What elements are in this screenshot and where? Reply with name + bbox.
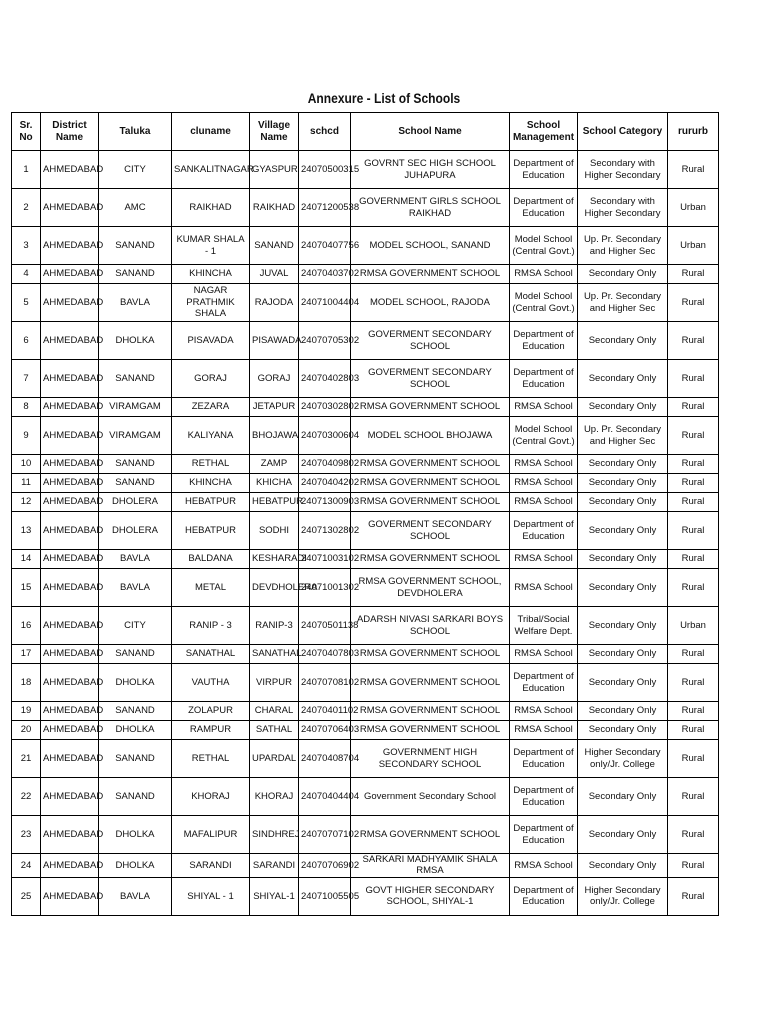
schcd-cell: 24071004404	[299, 284, 351, 322]
taluka-cell: CITY	[99, 607, 172, 645]
district-cell: AHMEDABAD	[41, 455, 99, 474]
table-row	[12, 417, 719, 455]
school-name-cell: RMSA GOVERNMENT SCHOOL, DEVDHOLERA	[351, 569, 510, 607]
village-cell: SANAND	[250, 227, 299, 265]
schcd-cell: 24071001302	[299, 569, 351, 607]
district-cell: AHMEDABAD	[41, 265, 99, 284]
taluka-cell: DHOLERA	[99, 512, 172, 550]
taluka-cell: SANAND	[99, 265, 172, 284]
category-cell: Secondary Only	[578, 474, 668, 493]
schcd-cell: 24070501138	[299, 607, 351, 645]
management-cell: Model School (Central Govt.)	[510, 417, 578, 455]
management-cell: Department of Education	[510, 151, 578, 189]
sr-no-cell: 17	[12, 645, 41, 664]
village-cell: SODHI	[250, 512, 299, 550]
category-cell: Secondary Only	[578, 265, 668, 284]
management-cell: Department of Education	[510, 816, 578, 854]
cluname-cell: NAGAR PRATHMIK SHALA	[172, 284, 250, 322]
village-cell: UPARDAL	[250, 740, 299, 778]
village-cell: KHORAJ	[250, 778, 299, 816]
column-header: cluname	[172, 113, 250, 151]
school-name-cell: GOVERNMENT HIGH SECONDARY SCHOOL	[351, 740, 510, 778]
district-cell: AHMEDABAD	[41, 151, 99, 189]
school-name-cell: RMSA GOVERNMENT SCHOOL	[351, 702, 510, 721]
district-cell: AHMEDABAD	[41, 854, 99, 878]
cluname-cell: SARANDI	[172, 854, 250, 878]
school-name-cell: RMSA GOVERNMENT SCHOOL	[351, 721, 510, 740]
district-cell: AHMEDABAD	[41, 877, 99, 915]
village-cell: PISAWADA	[250, 322, 299, 360]
rururb-cell: Rural	[668, 664, 719, 702]
village-cell: RAIKHAD	[250, 189, 299, 227]
district-cell: AHMEDABAD	[41, 740, 99, 778]
school-name-cell: Government Secondary School	[351, 778, 510, 816]
column-header: Sr. No	[12, 113, 41, 151]
table-row	[12, 664, 719, 702]
village-cell: JUVAL	[250, 265, 299, 284]
cluname-cell: KHINCHA	[172, 265, 250, 284]
category-cell: Secondary Only	[578, 816, 668, 854]
category-cell: Up. Pr. Secondary and Higher Sec	[578, 227, 668, 265]
taluka-cell: BAVLA	[99, 284, 172, 322]
schcd-cell: 24070706403	[299, 721, 351, 740]
category-cell: Secondary Only	[578, 778, 668, 816]
schcd-cell: 24070403702	[299, 265, 351, 284]
table-row	[12, 189, 719, 227]
category-cell: Secondary Only	[578, 550, 668, 569]
rururb-cell: Rural	[668, 645, 719, 664]
sr-no-cell: 7	[12, 360, 41, 398]
management-cell: Tribal/Social Welfare Dept.	[510, 607, 578, 645]
schcd-cell: 24070409802	[299, 455, 351, 474]
taluka-cell: DHOLKA	[99, 854, 172, 878]
cluname-cell: SANKALITNAGAR	[172, 151, 250, 189]
management-cell: RMSA School	[510, 455, 578, 474]
school-name-cell: RMSA GOVERNMENT SCHOOL	[351, 265, 510, 284]
sr-no-cell: 12	[12, 493, 41, 512]
district-cell: AHMEDABAD	[41, 474, 99, 493]
rururb-cell: Rural	[668, 474, 719, 493]
rururb-cell: Rural	[668, 265, 719, 284]
village-cell: JETAPUR	[250, 398, 299, 417]
district-cell: AHMEDABAD	[41, 417, 99, 455]
district-cell: AHMEDABAD	[41, 493, 99, 512]
village-cell: GYASPUR	[250, 151, 299, 189]
taluka-cell: SANAND	[99, 474, 172, 493]
district-cell: AHMEDABAD	[41, 607, 99, 645]
village-cell: KESHARADI	[250, 550, 299, 569]
district-cell: AHMEDABAD	[41, 550, 99, 569]
rururb-cell: Rural	[668, 512, 719, 550]
rururb-cell: Rural	[668, 284, 719, 322]
rururb-cell: Urban	[668, 607, 719, 645]
table-row	[12, 607, 719, 645]
category-cell: Secondary Only	[578, 398, 668, 417]
table-row	[12, 721, 719, 740]
category-cell: Secondary Only	[578, 493, 668, 512]
schcd-cell: 24070402803	[299, 360, 351, 398]
table-row	[12, 455, 719, 474]
school-name-cell: MODEL SCHOOL BHOJAWA	[351, 417, 510, 455]
cluname-cell: PISAVADA	[172, 322, 250, 360]
school-name-cell: RMSA GOVERNMENT SCHOOL	[351, 455, 510, 474]
management-cell: Department of Education	[510, 877, 578, 915]
cluname-cell: VAUTHA	[172, 664, 250, 702]
schcd-cell: 24070707102	[299, 816, 351, 854]
school-name-cell: RMSA GOVERNMENT SCHOOL	[351, 550, 510, 569]
rururb-cell: Rural	[668, 778, 719, 816]
taluka-cell: BAVLA	[99, 550, 172, 569]
column-header: Village Name	[250, 113, 299, 151]
taluka-cell: SANAND	[99, 455, 172, 474]
rururb-cell: Rural	[668, 740, 719, 778]
school-name-cell: RMSA GOVERNMENT SCHOOL	[351, 474, 510, 493]
management-cell: Department of Education	[510, 512, 578, 550]
taluka-cell: DHOLKA	[99, 664, 172, 702]
schcd-cell: 24070404404	[299, 778, 351, 816]
taluka-cell: SANAND	[99, 778, 172, 816]
category-cell: Secondary Only	[578, 702, 668, 721]
taluka-cell: DHOLKA	[99, 721, 172, 740]
category-cell: Higher Secondary only/Jr. College	[578, 877, 668, 915]
management-cell: RMSA School	[510, 493, 578, 512]
school-name-cell: MODEL SCHOOL, RAJODA	[351, 284, 510, 322]
cluname-cell: GORAJ	[172, 360, 250, 398]
school-name-cell: GOVERMENT SECONDARY SCHOOL	[351, 322, 510, 360]
rururb-cell: Rural	[668, 854, 719, 878]
category-cell: Secondary Only	[578, 360, 668, 398]
school-name-cell: RMSA GOVERNMENT SCHOOL	[351, 645, 510, 664]
table-row	[12, 702, 719, 721]
schcd-cell: 24070500315	[299, 151, 351, 189]
schools-table	[11, 112, 719, 916]
category-cell: Secondary Only	[578, 645, 668, 664]
management-cell: Department of Education	[510, 740, 578, 778]
taluka-cell: SANAND	[99, 702, 172, 721]
schcd-cell: 24070706902	[299, 854, 351, 878]
rururb-cell: Urban	[668, 189, 719, 227]
cluname-cell: KALIYANA	[172, 417, 250, 455]
rururb-cell: Rural	[668, 569, 719, 607]
table-row	[12, 645, 719, 664]
sr-no-cell: 16	[12, 607, 41, 645]
management-cell: Department of Education	[510, 189, 578, 227]
taluka-cell: BAVLA	[99, 877, 172, 915]
table-row	[12, 474, 719, 493]
schcd-cell: 24070408704	[299, 740, 351, 778]
category-cell: Secondary with Higher Secondary	[578, 151, 668, 189]
category-cell: Secondary Only	[578, 854, 668, 878]
village-cell: DEVDHOLERA	[250, 569, 299, 607]
table-row	[12, 550, 719, 569]
table-row	[12, 740, 719, 778]
district-cell: AHMEDABAD	[41, 322, 99, 360]
sr-no-cell: 2	[12, 189, 41, 227]
village-cell: RAJODA	[250, 284, 299, 322]
management-cell: Department of Education	[510, 322, 578, 360]
cluname-cell: MAFALIPUR	[172, 816, 250, 854]
column-header: schcd	[299, 113, 351, 151]
taluka-cell: CITY	[99, 151, 172, 189]
sr-no-cell: 6	[12, 322, 41, 360]
village-cell: SANATHAL	[250, 645, 299, 664]
table-row	[12, 512, 719, 550]
district-cell: AHMEDABAD	[41, 721, 99, 740]
sr-no-cell: 24	[12, 854, 41, 878]
table-row	[12, 778, 719, 816]
category-cell: Up. Pr. Secondary and Higher Sec	[578, 417, 668, 455]
management-cell: RMSA School	[510, 550, 578, 569]
village-cell: GORAJ	[250, 360, 299, 398]
taluka-cell: SANAND	[99, 740, 172, 778]
school-name-cell: RMSA GOVERNMENT SCHOOL	[351, 816, 510, 854]
table-header-row	[12, 113, 719, 151]
taluka-cell: SANAND	[99, 360, 172, 398]
table-row	[12, 398, 719, 417]
table-row	[12, 227, 719, 265]
schcd-cell: 24070300604	[299, 417, 351, 455]
taluka-cell: DHOLKA	[99, 322, 172, 360]
management-cell: Model School (Central Govt.)	[510, 284, 578, 322]
sr-no-cell: 21	[12, 740, 41, 778]
taluka-cell: VIRAMGAM	[99, 398, 172, 417]
school-name-cell: MODEL SCHOOL, SANAND	[351, 227, 510, 265]
schcd-cell: 24070708102	[299, 664, 351, 702]
management-cell: RMSA School	[510, 265, 578, 284]
cluname-cell: BALDANA	[172, 550, 250, 569]
school-name-cell: GOVT HIGHER SECONDARY SCHOOL, SHIYAL-1	[351, 877, 510, 915]
category-cell: Secondary with Higher Secondary	[578, 189, 668, 227]
village-cell: RANIP-3	[250, 607, 299, 645]
column-header: rururb	[668, 113, 719, 151]
school-name-cell: SARKARI MADHYAMIK SHALA RMSA	[351, 854, 510, 878]
table-row	[12, 877, 719, 915]
column-header: Taluka	[99, 113, 172, 151]
village-cell: SARANDI	[250, 854, 299, 878]
school-name-cell: GOVERMENT SECONDARY SCHOOL	[351, 512, 510, 550]
sr-no-cell: 8	[12, 398, 41, 417]
school-name-cell: RMSA GOVERNMENT SCHOOL	[351, 398, 510, 417]
school-name-cell: GOVERNMENT GIRLS SCHOOL RAIKHAD	[351, 189, 510, 227]
sr-no-cell: 13	[12, 512, 41, 550]
sr-no-cell: 14	[12, 550, 41, 569]
school-name-cell: GOVRNT SEC HIGH SCHOOL JUHAPURA	[351, 151, 510, 189]
district-cell: AHMEDABAD	[41, 645, 99, 664]
management-cell: RMSA School	[510, 721, 578, 740]
table-row	[12, 322, 719, 360]
rururb-cell: Rural	[668, 417, 719, 455]
cluname-cell: KHINCHA	[172, 474, 250, 493]
sr-no-cell: 23	[12, 816, 41, 854]
district-cell: AHMEDABAD	[41, 189, 99, 227]
district-cell: AHMEDABAD	[41, 816, 99, 854]
rururb-cell: Urban	[668, 227, 719, 265]
sr-no-cell: 15	[12, 569, 41, 607]
table-row	[12, 151, 719, 189]
cluname-cell: RANIP - 3	[172, 607, 250, 645]
taluka-cell: SANAND	[99, 645, 172, 664]
cluname-cell: RETHAL	[172, 740, 250, 778]
management-cell: RMSA School	[510, 645, 578, 664]
district-cell: AHMEDABAD	[41, 778, 99, 816]
sr-no-cell: 1	[12, 151, 41, 189]
cluname-cell: ZEZARA	[172, 398, 250, 417]
table-row	[12, 854, 719, 878]
cluname-cell: SANATHAL	[172, 645, 250, 664]
management-cell: RMSA School	[510, 854, 578, 878]
sr-no-cell: 9	[12, 417, 41, 455]
column-header: School Category	[578, 113, 668, 151]
village-cell: BHOJAWA	[250, 417, 299, 455]
schcd-cell: 24071200538	[299, 189, 351, 227]
taluka-cell: DHOLERA	[99, 493, 172, 512]
table-row	[12, 360, 719, 398]
cluname-cell: HEBATPUR	[172, 512, 250, 550]
rururb-cell: Rural	[668, 816, 719, 854]
schcd-cell: 24070705302	[299, 322, 351, 360]
village-cell: KHICHA	[250, 474, 299, 493]
school-name-cell: RMSA GOVERNMENT SCHOOL	[351, 664, 510, 702]
rururb-cell: Rural	[668, 550, 719, 569]
column-header: School Management	[510, 113, 578, 151]
district-cell: AHMEDABAD	[41, 284, 99, 322]
rururb-cell: Rural	[668, 877, 719, 915]
category-cell: Up. Pr. Secondary and Higher Sec	[578, 284, 668, 322]
column-header: School Name	[351, 113, 510, 151]
district-cell: AHMEDABAD	[41, 512, 99, 550]
rururb-cell: Rural	[668, 493, 719, 512]
table-row	[12, 816, 719, 854]
sr-no-cell: 11	[12, 474, 41, 493]
schcd-cell: 24070407803	[299, 645, 351, 664]
category-cell: Secondary Only	[578, 322, 668, 360]
sr-no-cell: 22	[12, 778, 41, 816]
sr-no-cell: 10	[12, 455, 41, 474]
cluname-cell: METAL	[172, 569, 250, 607]
schcd-cell: 24071005505	[299, 877, 351, 915]
school-name-cell: RMSA GOVERNMENT SCHOOL	[351, 493, 510, 512]
village-cell: SINDHREJ	[250, 816, 299, 854]
taluka-cell: VIRAMGAM	[99, 417, 172, 455]
management-cell: RMSA School	[510, 474, 578, 493]
sr-no-cell: 5	[12, 284, 41, 322]
management-cell: RMSA School	[510, 569, 578, 607]
rururb-cell: Rural	[668, 360, 719, 398]
schcd-cell: 24070401102	[299, 702, 351, 721]
school-name-cell: ADARSH NIVASI SARKARI BOYS SCHOOL	[351, 607, 510, 645]
cluname-cell: SHIYAL - 1	[172, 877, 250, 915]
category-cell: Secondary Only	[578, 455, 668, 474]
management-cell: RMSA School	[510, 702, 578, 721]
district-cell: AHMEDABAD	[41, 569, 99, 607]
sr-no-cell: 25	[12, 877, 41, 915]
cluname-cell: RAMPUR	[172, 721, 250, 740]
rururb-cell: Rural	[668, 702, 719, 721]
village-cell: VIRPUR	[250, 664, 299, 702]
taluka-cell: BAVLA	[99, 569, 172, 607]
district-cell: AHMEDABAD	[41, 227, 99, 265]
cluname-cell: HEBATPUR	[172, 493, 250, 512]
sr-no-cell: 20	[12, 721, 41, 740]
management-cell: RMSA School	[510, 398, 578, 417]
cluname-cell: RETHAL	[172, 455, 250, 474]
schcd-cell: 24071300903	[299, 493, 351, 512]
table-row	[12, 284, 719, 322]
rururb-cell: Rural	[668, 721, 719, 740]
management-cell: Department of Education	[510, 360, 578, 398]
sr-no-cell: 18	[12, 664, 41, 702]
cluname-cell: RAIKHAD	[172, 189, 250, 227]
rururb-cell: Rural	[668, 322, 719, 360]
district-cell: AHMEDABAD	[41, 360, 99, 398]
cluname-cell: KHORAJ	[172, 778, 250, 816]
district-cell: AHMEDABAD	[41, 702, 99, 721]
district-cell: AHMEDABAD	[41, 398, 99, 417]
category-cell: Secondary Only	[578, 721, 668, 740]
table-row	[12, 569, 719, 607]
taluka-cell: SANAND	[99, 227, 172, 265]
village-cell: HEBATPUR	[250, 493, 299, 512]
schcd-cell: 24070404202	[299, 474, 351, 493]
taluka-cell: DHOLKA	[99, 816, 172, 854]
village-cell: SATHAL	[250, 721, 299, 740]
management-cell: Department of Education	[510, 778, 578, 816]
table-row	[12, 265, 719, 284]
sr-no-cell: 4	[12, 265, 41, 284]
schcd-cell: 24070407756	[299, 227, 351, 265]
sr-no-cell: 3	[12, 227, 41, 265]
district-cell: AHMEDABAD	[41, 664, 99, 702]
cluname-cell: KUMAR SHALA - 1	[172, 227, 250, 265]
sr-no-cell: 19	[12, 702, 41, 721]
category-cell: Secondary Only	[578, 569, 668, 607]
management-cell: Model School (Central Govt.)	[510, 227, 578, 265]
cluname-cell: ZOLAPUR	[172, 702, 250, 721]
village-cell: ZAMP	[250, 455, 299, 474]
category-cell: Secondary Only	[578, 512, 668, 550]
schcd-cell: 24071003102	[299, 550, 351, 569]
rururb-cell: Rural	[668, 151, 719, 189]
category-cell: Higher Secondary only/Jr. College	[578, 740, 668, 778]
taluka-cell: AMC	[99, 189, 172, 227]
village-cell: SHIYAL-1	[250, 877, 299, 915]
page-title: Annexure - List of Schools	[307, 90, 461, 106]
rururb-cell: Rural	[668, 398, 719, 417]
rururb-cell: Rural	[668, 455, 719, 474]
schcd-cell: 24070302802	[299, 398, 351, 417]
category-cell: Secondary Only	[578, 607, 668, 645]
school-name-cell: GOVERMENT SECONDARY SCHOOL	[351, 360, 510, 398]
category-cell: Secondary Only	[578, 664, 668, 702]
table-row	[12, 493, 719, 512]
column-header: District Name	[41, 113, 99, 151]
schcd-cell: 24071302802	[299, 512, 351, 550]
management-cell: Department of Education	[510, 664, 578, 702]
village-cell: CHARAL	[250, 702, 299, 721]
